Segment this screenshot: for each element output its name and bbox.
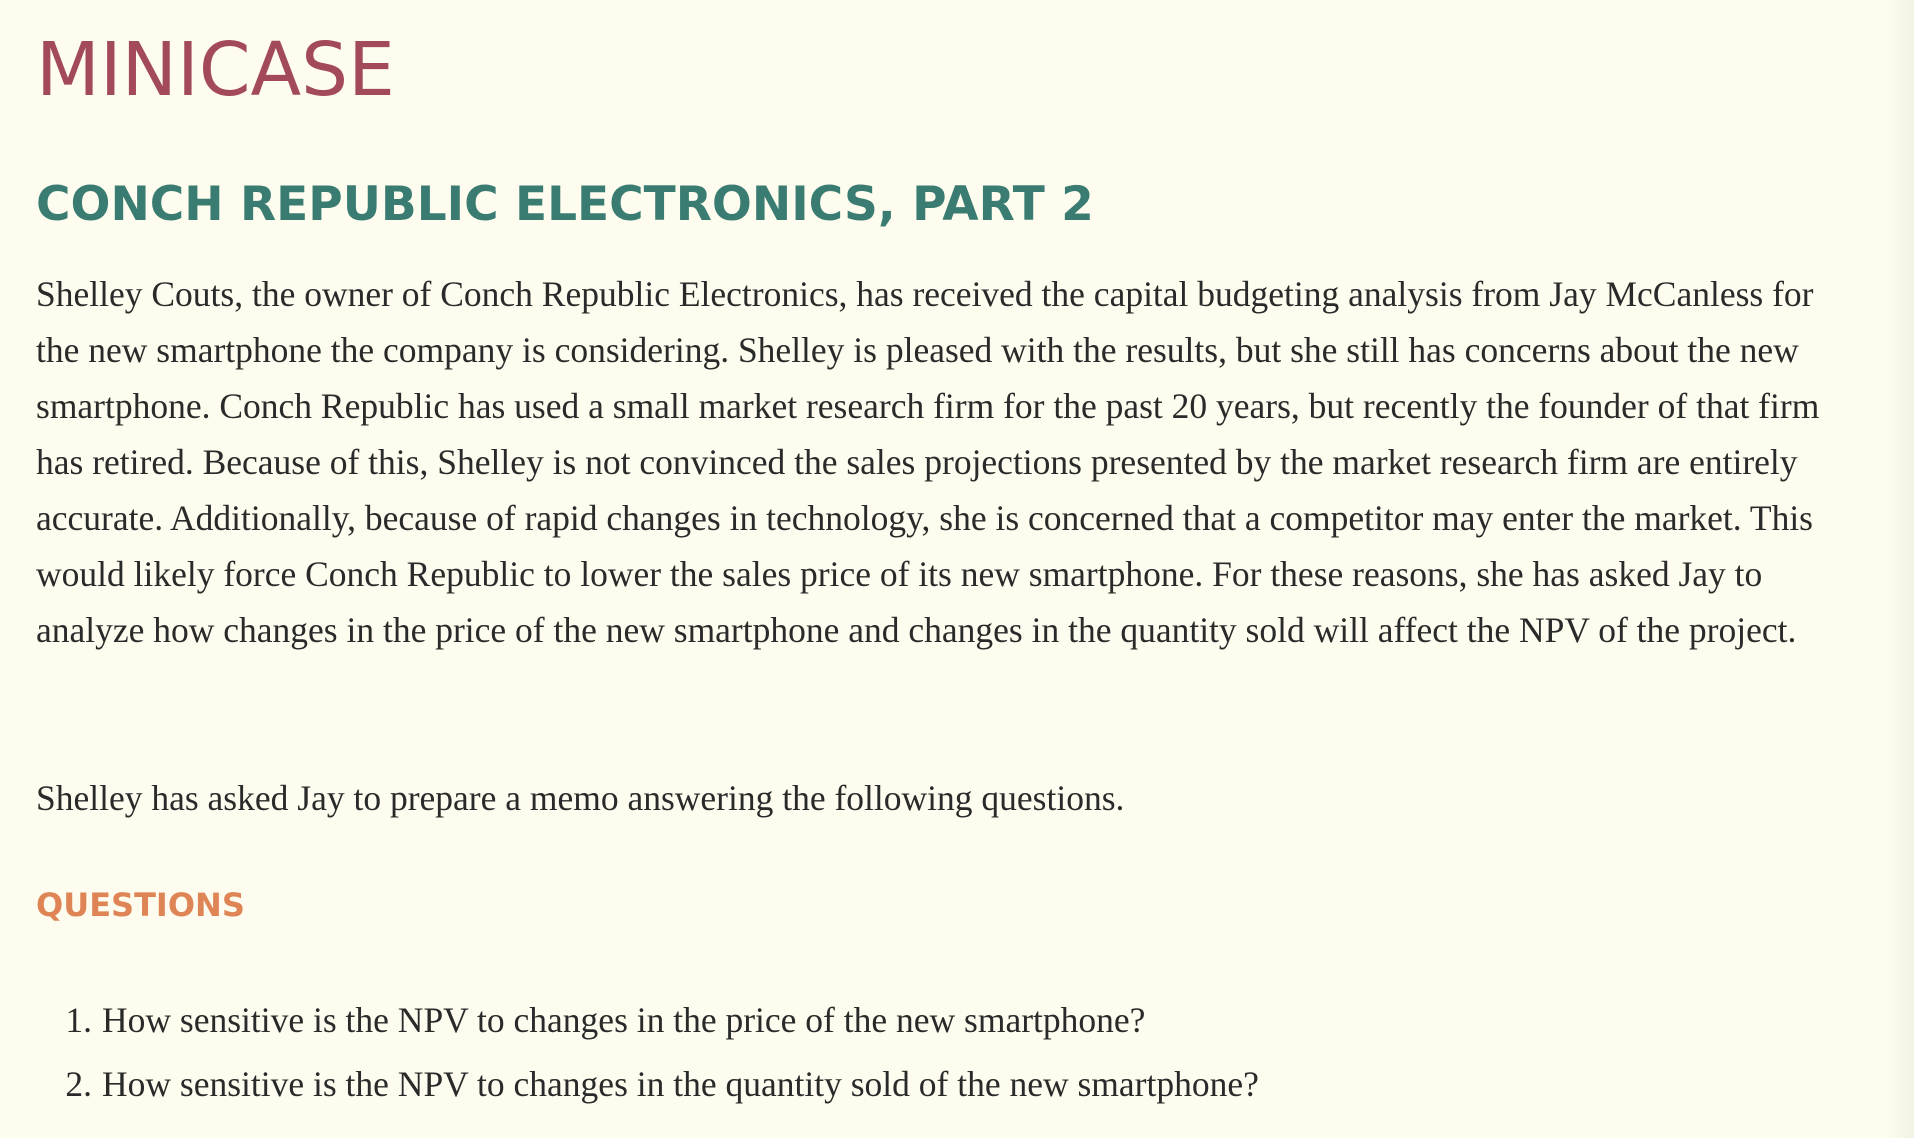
intro-paragraph: Shelley Couts, the owner of Conch Republic Electronics, has received the capital budgeting analysis from Jay McCanless for the new smartphone the company is considering. Shelley is pleased with the results, but she still has concerns about the new smartphone. Conch Republic has used a small market research firm for the past 20 years, but recently the founder of that firm has retired. Because of this, Shelley is not convinced the sales projections presented by the market research firm are entirely accurate. Additionally, because of rapid changes in technology, she is concerned that a competitor may enter the market. This would likely force Conch Republic to lower the sales price of its new smartphone. For these reasons, she has asked Jay to analyze how changes in the price of the new smartphone and changes in the quantity sold will affect the NPV of the project. (36, 274, 1820, 650)
question-number: 2. (65, 1064, 92, 1104)
memo-paragraph: Shelley has asked Jay to prepare a memo answering the following questions. (36, 778, 1125, 818)
section-label: MINICASE (36, 27, 395, 113)
question-item (36, 1052, 1259, 1116)
question-text: How sensitive is the NPV to changes in the price of the new smartphone? (102, 1000, 1146, 1040)
questions-list (36, 988, 1259, 1116)
case-title: CONCH REPUBLIC ELECTRONICS, PART 2 (36, 177, 1094, 232)
question-number: 1. (65, 1000, 92, 1040)
questions-heading: QUESTIONS (36, 886, 245, 924)
page-edge-shadow (1886, 0, 1914, 1138)
question-text: How sensitive is the NPV to changes in the quantity sold of the new smartphone? (102, 1064, 1259, 1104)
question-item (36, 988, 1259, 1052)
